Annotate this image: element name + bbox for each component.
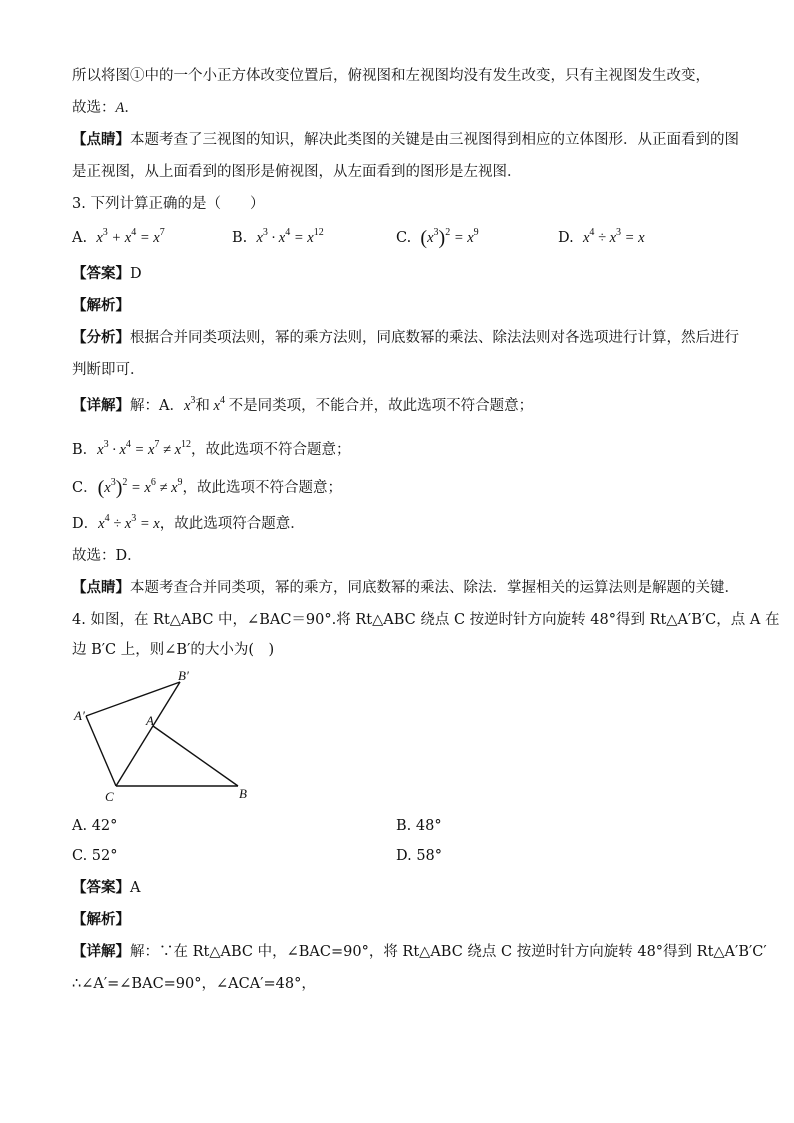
q3-jiexi: 【解析】 — [72, 297, 130, 314]
q3-dianjing: 【点睛】本题考查合并同类项，幂的乘方，同底数幂的乘法、除法．掌握相关的运算法则是解题的关键． — [72, 579, 739, 596]
q3-xiangjie-a: 【详解】解：A．$x^3$和 $x^4$ 不是同类项，不能合并，故此选项不符合题意； — [72, 395, 534, 414]
q3-guxuan: 故选：D． — [72, 548, 142, 564]
q3-option-b: B. $x^3 \cdot x^4 = x^{12}$ — [232, 227, 324, 246]
label-b-prime: B′ — [178, 668, 189, 683]
q3-xiangjie-d: D．$x^4 \div x^3 = x$，故此选项符合题意． — [72, 513, 305, 532]
q4-option-d: D. 58° — [396, 848, 443, 864]
segment-c-aprime — [86, 716, 116, 786]
segment-bprime-c — [116, 682, 180, 786]
segment-aprime-bprime — [86, 682, 180, 716]
question-4-stem-line-2: 边 B′C 上，则∠B′的大小为( ) — [72, 642, 275, 658]
q3-fenxi-line-1: 【分析】根据合并同类项法则，幂的乘方法则，同底数幂的乘法、除法法则对各选项进行计算，然后进行 — [72, 329, 739, 346]
q4-answer: 【答案】A — [72, 879, 141, 896]
q4-option-b: B. 48° — [396, 818, 442, 834]
q3-xiangjie-b: B．$x^3 \cdot x^4 = x^7 \ne x^{12}$，故此选项不符合题意； — [72, 439, 351, 458]
intro-line-2: 故选：A． — [72, 100, 139, 116]
q4-option-c: C. 52° — [72, 848, 118, 864]
q4-jiexi: 【解析】 — [72, 911, 130, 928]
q3-option-d: D. $x^4 \div x^3 = x$ — [558, 227, 645, 246]
question-4-stem-line-1: 4. 如图，在 Rt△ABC 中，∠BAC＝90°.将 Rt△ABC 绕点 C 按逆时针方向旋转 48°得到 Rt△A′B′C，点 A 在 — [72, 612, 780, 628]
q3-xiangjie-c: C．$(x^3)^2 = x^6 \ne x^9$，故此选项不符合题意； — [72, 477, 343, 499]
q3-option-c: C. $(x^3)^2 = x^9$ — [396, 227, 479, 249]
label-c: C — [105, 789, 114, 804]
rotation-triangle-figure — [72, 668, 262, 808]
label-a: A — [146, 713, 154, 728]
q4-xiangjie-line-2: ∴∠A′=∠BAC=90°，∠ACA′=48°， — [72, 976, 316, 992]
q4-xiangjie-line-1: 【详解】解：∵在 Rt△ABC 中，∠BAC=90°，将 Rt△ABC 绕点 C 按逆时针方向旋转 48°得到 Rt△A′B′C′ — [72, 943, 767, 960]
q3-option-a: A. $x^3 + x^4 = x^7$ — [72, 227, 165, 246]
dianjing-tag: 【点睛】 — [72, 131, 130, 148]
segment-a-b — [153, 726, 238, 786]
intro-line-1: 所以将图①中的一个小正方体改变位置后，俯视图和左视图均没有发生改变，只有主视图发生改变， — [72, 68, 710, 84]
question-3-stem: 3. 下列计算正确的是（ ） — [72, 196, 265, 212]
q3-fenxi-line-2: 判断即可． — [72, 362, 145, 378]
q3-answer: 【答案】D — [72, 265, 142, 282]
label-b: B — [239, 786, 247, 801]
label-a-prime: A′ — [74, 708, 85, 723]
q4-option-a: A. 42° — [72, 818, 118, 834]
dianjing-1-line-2: 是正视图，从上面看到的图形是俯视图，从左面看到的图形是左视图． — [72, 164, 522, 180]
dianjing-1-line-1: 【点睛】本题考查了三视图的知识，解决此类图的关键是由三视图得到相应的立体图形．从正面看到的图 — [72, 131, 739, 148]
